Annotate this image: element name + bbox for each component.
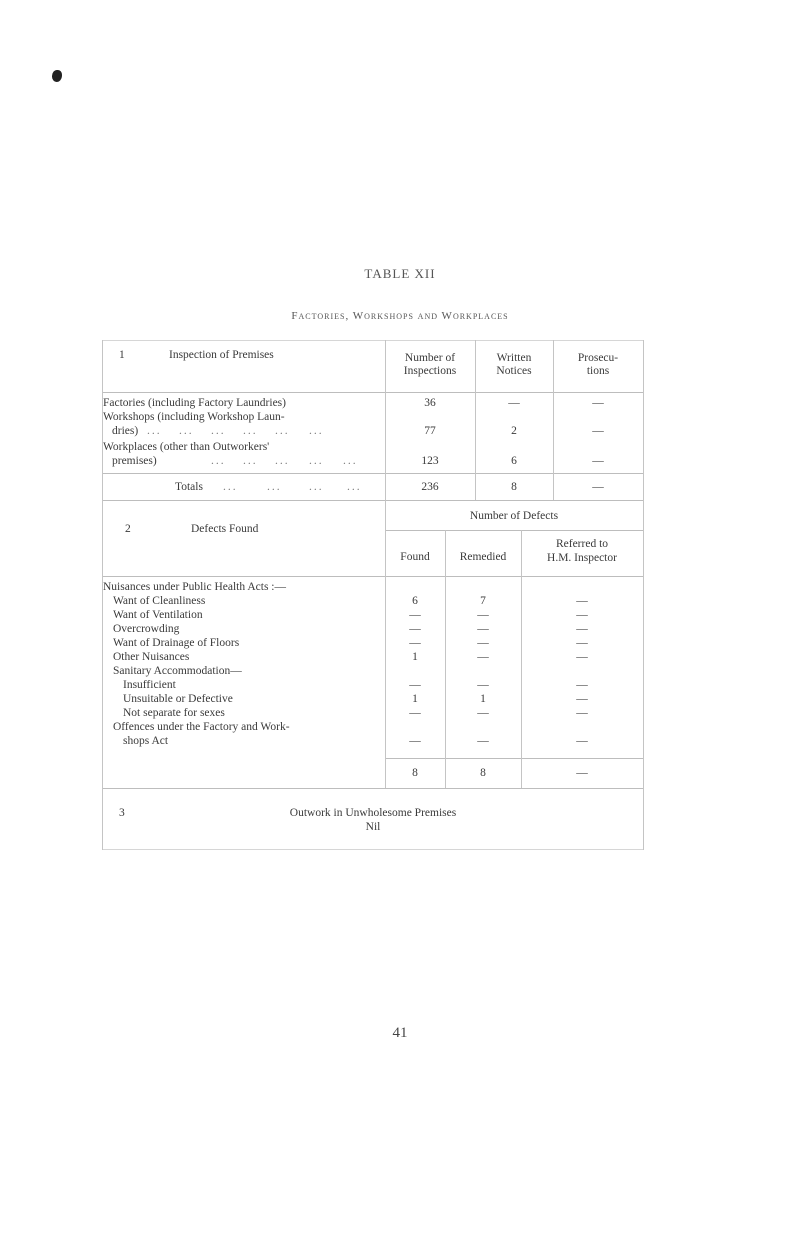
row-insufficient-found: — <box>409 679 421 691</box>
header-found: Found <box>400 551 430 563</box>
row-insufficient-remedied: — <box>477 679 489 691</box>
row-overcrowding-referred: — <box>576 623 588 635</box>
leader-dots: ... <box>275 455 290 467</box>
table-title: TABLE XII <box>364 266 436 281</box>
section1-header-rule <box>103 392 643 393</box>
section3-value: Nil <box>365 821 381 833</box>
row-unsuitable-label: Unsuitable or Defective <box>123 693 233 705</box>
row-factories-notices: — <box>508 397 520 409</box>
row-insufficient-referred: — <box>576 679 588 691</box>
header-prosecutions-1: Prosecu- <box>577 352 619 364</box>
section3-heading: Outwork in Unwholesome Premises <box>289 807 457 819</box>
row-overcrowding-found: — <box>409 623 421 635</box>
row-drainage-remedied: — <box>477 637 489 649</box>
row-workshops-label-1: Workshops (including Workshop Laun- <box>103 411 285 423</box>
leader-dots: ... <box>243 425 258 437</box>
totals-label: Totals <box>175 481 203 493</box>
page-number: 41 <box>392 1025 408 1041</box>
row-unsuitable-found: 1 <box>412 693 418 705</box>
row-other-nuisances-found: 1 <box>412 651 418 663</box>
leader-dots: ... <box>243 455 258 467</box>
defects-group-rule <box>385 530 643 531</box>
row-drainage-label: Want of Drainage of Floors <box>113 637 240 649</box>
header-referred-2: H.M. Inspector <box>547 552 617 564</box>
section1-number: 1 <box>119 349 125 361</box>
row-workshops-notices: 2 <box>511 425 517 437</box>
row-workshops-prosecutions: — <box>592 425 604 437</box>
table-top-rule <box>103 340 643 341</box>
row-factories-inspections: 36 <box>424 397 436 409</box>
row-workplaces-inspections: 123 <box>421 455 439 467</box>
leader-dots: ... <box>267 481 282 493</box>
ink-blot <box>52 70 62 82</box>
defects-total-referred: — <box>576 767 588 779</box>
leader-dots: ... <box>343 455 358 467</box>
row-factories-label: Factories (including Factory Laundries) <box>103 397 286 409</box>
table-bottom-rule <box>103 849 643 850</box>
section2-end-rule <box>103 788 643 789</box>
row-other-nuisances-label: Other Nuisances <box>113 651 190 663</box>
row-not-separate-found: — <box>409 707 421 719</box>
row-offences-referred: — <box>576 735 588 747</box>
header-inspections-1: Number of <box>404 352 456 364</box>
row-not-separate-remedied: — <box>477 707 489 719</box>
header-prosecutions-2: tions <box>586 365 610 377</box>
section2-sum-rule <box>385 758 643 759</box>
row-drainage-referred: — <box>576 637 588 649</box>
totals-notices: 8 <box>511 481 517 493</box>
row-workplaces-notices: 6 <box>511 455 517 467</box>
offences-heading: Offences under the Factory and Work- <box>113 721 290 733</box>
defects-total-remedied: 8 <box>480 767 486 779</box>
row-unsuitable-remedied: 1 <box>480 693 486 705</box>
leader-dots: ... <box>211 455 226 467</box>
leader-dots: ... <box>211 425 226 437</box>
row-offences-found: — <box>409 735 421 747</box>
section1-body-rule <box>103 473 643 474</box>
leader-dots: ... <box>179 425 194 437</box>
row-factories-prosecutions: — <box>592 397 604 409</box>
row-workplaces-label-2: premises) <box>112 455 157 467</box>
row-not-separate-label: Not separate for sexes <box>123 707 225 719</box>
section2-heading: Defects Found <box>191 523 259 535</box>
row-offences-remedied: — <box>477 735 489 747</box>
header-referred-1: Referred to <box>555 538 609 550</box>
row-overcrowding-label: Overcrowding <box>113 623 180 635</box>
header-remedied: Remedied <box>459 551 507 563</box>
row-offences-label: shops Act <box>123 735 169 747</box>
row-not-separate-referred: — <box>576 707 588 719</box>
defects-total-found: 8 <box>412 767 418 779</box>
data-table <box>102 340 644 850</box>
totals-inspections: 236 <box>421 481 439 493</box>
row-insufficient-label: Insufficient <box>123 679 176 691</box>
leader-dots: ... <box>275 425 290 437</box>
leader-dots: ... <box>309 481 324 493</box>
row-ventilation-remedied: — <box>477 609 489 621</box>
row-other-nuisances-remedied: — <box>477 651 489 663</box>
row-unsuitable-referred: — <box>576 693 588 705</box>
section1-heading: Inspection of Premises <box>169 349 274 361</box>
leader-dots: ... <box>223 481 238 493</box>
row-workplaces-prosecutions: — <box>592 455 604 467</box>
row-cleanliness-label: Want of Cleanliness <box>113 595 206 607</box>
header-notices-2: Notices <box>496 365 532 377</box>
leader-dots: ... <box>347 481 362 493</box>
row-cleanliness-found: 6 <box>412 595 418 607</box>
table-subtitle: Factories, Workshops and Workplaces <box>291 310 509 322</box>
row-cleanliness-remedied: 7 <box>480 595 486 607</box>
row-workshops-label-2: dries) <box>112 425 139 437</box>
section3-number: 3 <box>119 807 125 819</box>
row-workplaces-label-1: Workplaces (other than Outworkers' <box>103 441 270 453</box>
leader-dots: ... <box>309 425 324 437</box>
leader-dots: ... <box>309 455 324 467</box>
row-workshops-inspections: 77 <box>424 425 436 437</box>
section1-totals-rule <box>103 500 643 501</box>
row-overcrowding-remedied: — <box>477 623 489 635</box>
totals-prosecutions: — <box>592 481 604 493</box>
row-other-nuisances-referred: — <box>576 651 588 663</box>
section2-header-rule <box>103 576 643 577</box>
defects-group-header: Number of Defects <box>469 510 559 522</box>
row-ventilation-found: — <box>409 609 421 621</box>
leader-dots: ... <box>147 425 162 437</box>
row-ventilation-label: Want of Ventilation <box>113 609 203 621</box>
nuisances-heading: Nuisances under Public Health Acts :— <box>103 581 287 593</box>
sanitary-heading: Sanitary Accommodation— <box>113 665 242 677</box>
row-drainage-found: — <box>409 637 421 649</box>
row-cleanliness-referred: — <box>576 595 588 607</box>
row-ventilation-referred: — <box>576 609 588 621</box>
section2-number: 2 <box>125 523 131 535</box>
header-inspections-2: Inspections <box>403 365 457 377</box>
header-notices-1: Written <box>496 352 532 364</box>
